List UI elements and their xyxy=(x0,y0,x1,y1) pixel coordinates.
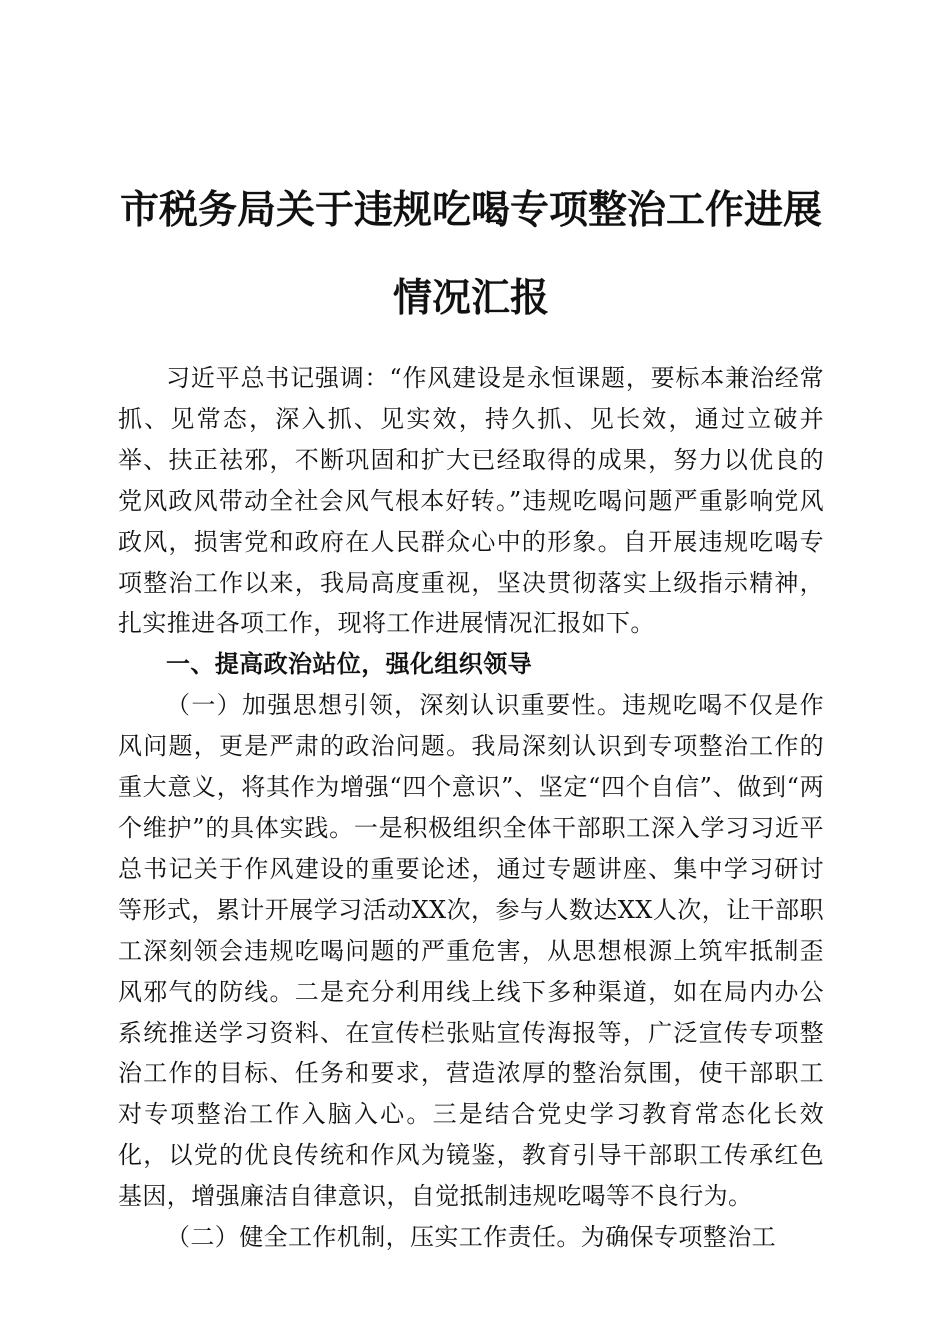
subsection-paragraph-1: （一）加强思想引领，深刻认识重要性。违规吃喝不仅是作风问题，更是严肃的政治问题。我局深刻认识到专项整治工作的重大意义，将其作为增强“四个意识”、坚定“四个自信”、做到“两个维护”的具体实践。一是积极组织全体干部职工深入学习习近平总书记关于作风建设的重要论述，通过专题讲座、集中学习研讨等形式，累计开展学习活动XX次，参与人数达XX人次，让干部职工深刻领会违规吃喝问题的严重危害，从思想根源上筑牢抵制歪风邪气的防线。二是充分利用线上线下多种渠道，如在局内办公系统推送学习资料、在宣传栏张贴宣传海报等，广泛宣传专项整治工作的目标、任务和要求，营造浓厚的整治氛围，使干部职工对专项整治工作入脑入心。三是结合党史学习教育常态化长效化，以党的优良传统和作风为镜鉴，教育引导干部职工传承红色基因，增强廉洁自律意识，自觉抵制违规吃喝等不良行为。 xyxy=(118,691,824,1211)
document-title: 市税务局关于违规吃喝专项整治工作进展情况汇报 xyxy=(119,187,822,321)
document-body xyxy=(118,358,824,1258)
subsection-paragraph-2: （二）健全工作机制，压实工作责任。为确保专项整治工 xyxy=(166,1223,776,1252)
intro-paragraph: 习近平总书记强调：“作风建设是永恒课题，要标本兼治经常抓、见常态，深入抓、见实效，持久抓、见长效，通过立破并举、扶正祛邪，不断巩固和扩大已经取得的成果，努力以优良的党风政风带动全社会风气根本好转。”违规吃喝问题严重影响党风政风，损害党和政府在人民群众心中的形象。自开展违规吃喝专项整治工作以来，我局高度重视，坚决贯彻落实上级指示精神，扎实推进各项工作，现将工作进展情况汇报如下。 xyxy=(118,364,824,638)
section-heading: 一、提高政治站位，强化组织领导 xyxy=(166,650,532,679)
